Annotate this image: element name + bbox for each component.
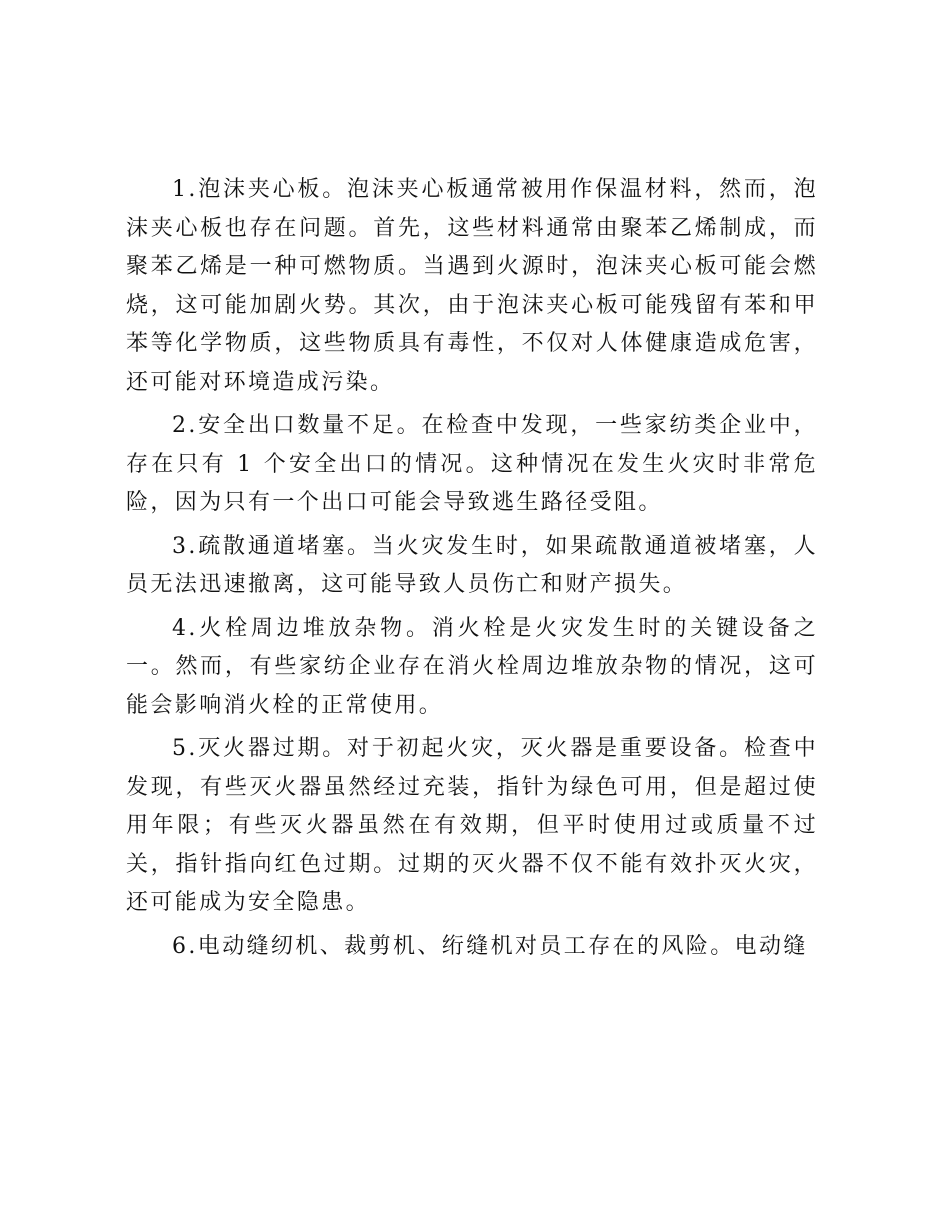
document-body [126,171,818,971]
paragraph-expired-extinguishers: 5.灭火器过期。对于初起火灾，灭火器是重要设备。检查中发现，有些灭火器虽然经过充装，指针为绿色可用，但是超过使用年限；有些灭火器虽然在有效期，但平时使用过或质量不过关，指针指向红色过期。过期的灭火器不仅不能有效扑灭火灾，还可能成为安全隐患。 [126,736,818,915]
paragraph-foam-sandwich-panel: 1.泡沫夹心板。泡沫夹心板通常被用作保温材料，然而，泡沫夹心板也存在问题。首先，这些材料通常由聚苯乙烯制成，而聚苯乙烯是一种可燃物质。当遇到火源时，泡沫夹心板可能会燃烧，这可能加剧火势。其次，由于泡沫夹心板可能残留有苯和甲苯等化学物质，这些物质具有毒性，不仅对人体健康造成危害，还可能对环境造成污染。 [126,177,818,395]
paragraph-blocked-evacuation: 3.疏散通道堵塞。当火灾发生时，如果疏散通道被堵塞，人员无法迅速撤离，这可能导致人员伤亡和财产损失。 [126,533,818,597]
paragraph-insufficient-exits: 2.安全出口数量不足。在检查中发现，一些家纺类企业中，存在只有 1 个安全出口的情况。这种情况在发生火灾时非常危险，因为只有一个出口可能会导致逃生路径受阻。 [126,413,818,515]
paragraph-sewing-machine-risk: 6.电动缝纫机、裁剪机、绗缝机对员工存在的风险。电动缝 [172,933,808,959]
paragraph-hydrant-obstruction: 4.火栓周边堆放杂物。消火栓是火灾发生时的关键设备之一。然而，有些家纺企业存在消火栓周边堆放杂物的情况，这可能会影响消火栓的正常使用。 [126,615,818,718]
